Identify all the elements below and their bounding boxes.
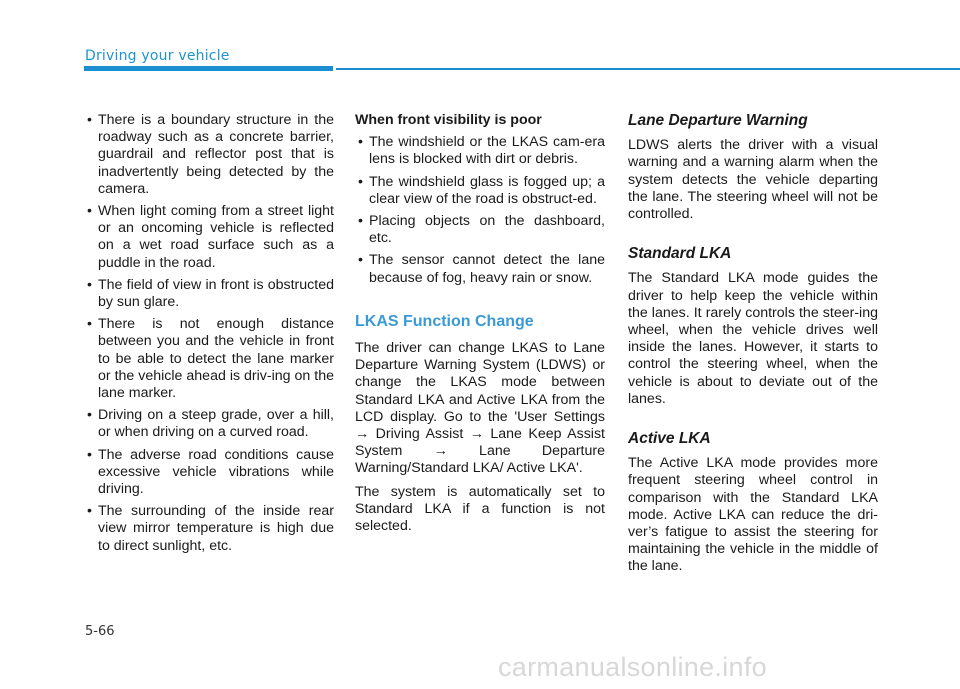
standard-lka-heading: Standard LKA <box>628 245 732 263</box>
list-item <box>84 316 334 402</box>
list-item <box>355 174 605 208</box>
header-rule-thick <box>84 66 333 71</box>
column-2 <box>355 112 605 541</box>
list-item-text: The windshield glass is fogged up; a clear view of the road is obstruct-ed. <box>369 173 605 207</box>
active-lka-heading: Active LKA <box>628 430 711 448</box>
list-item <box>355 252 605 286</box>
bullet-dot: • <box>87 316 92 333</box>
header-rule-thin <box>336 68 960 70</box>
list-item-text: There is not enough distance between you and the vehicle in front to be able to detect the lane marker or the vehicle ahead is driv-ing on the lane marker. <box>98 316 334 402</box>
list-item-text: When light coming from a street light or an oncoming vehicle is reflected on a wet road surface such as a puddle in the road. <box>98 203 334 271</box>
bullet-dot: • <box>87 446 92 463</box>
bullet-dot: • <box>358 213 363 230</box>
default-setting-paragraph: The system is automatically set to Standard LKA if a function is not selected. <box>355 483 605 535</box>
list-item-text: The field of view in front is obstructed by sun glare. <box>98 276 334 311</box>
watermark: carmanualsonline.info <box>498 652 767 682</box>
list-item <box>84 447 334 499</box>
column-3 <box>628 112 878 582</box>
list-item <box>355 213 605 247</box>
bullet-dot: • <box>358 173 363 190</box>
lkas-function-change-heading: LKAS Function Change <box>355 312 534 330</box>
list-item-text: The windshield or the LKAS cam-era lens is blocked with dirt or debris. <box>369 134 605 168</box>
bullet-dot: • <box>358 134 363 151</box>
active-lka-text: The Active LKA mode provides more frequent steering wheel control in comparison with the Standard LKA mode. Active LKA can reduce the dri-ver’s fatigue to assist the steering for maintaining the vehicle in the middle of the lane. <box>628 455 878 575</box>
bullet-dot: • <box>358 252 363 269</box>
list-item <box>84 503 334 555</box>
page-number: 5-66 <box>85 624 115 639</box>
list-item-text: Placing objects on the dashboard, etc. <box>369 213 605 247</box>
bullet-dot: • <box>87 407 92 424</box>
list-item-text: The adverse road conditions cause excessive vehicle vibrations while driving. <box>98 446 334 498</box>
list-item <box>84 112 334 198</box>
lane-departure-warning-text: LDWS alerts the driver with a visual warning and a warning alarm when the system detects the vehicle departing the lane. The steering wheel will not be controlled. <box>628 137 878 223</box>
list-item-text: There is a boundary structure in the roadway such as a concrete barrier, guardrail and reflector post that is inadvertently being detected by the camera. <box>98 112 334 197</box>
bullet-dot: • <box>87 203 92 220</box>
list-item-text: The surrounding of the inside rear view mirror temperature is high due to direct sunlight, etc. <box>98 503 334 554</box>
list-item-text: The sensor cannot detect the lane because of fog, heavy rain or snow. <box>369 252 605 286</box>
function-change-paragraph: The driver can change LKAS to Lane Departure Warning System (LDWS) or change the LKAS mode between Standard LKA and Active LKA from the LCD display. Go to the 'User Settings → Driving Assist → Lane Keep Assist System → Lane Departure Warning/Standard LKA/ Active LKA'. <box>355 340 605 477</box>
list-item <box>84 407 334 441</box>
bullet-dot: • <box>87 276 92 293</box>
visibility-subheading: When front visibility is poor <box>355 112 542 128</box>
column-1 <box>84 112 334 560</box>
bullet-dot: • <box>87 503 92 520</box>
section-header: Driving your vehicle <box>85 48 230 64</box>
lane-departure-warning-heading: Lane Departure Warning <box>628 112 808 129</box>
bullet-dot: • <box>87 112 92 128</box>
standard-lka-text: The Standard LKA mode guides the driver to help keep the vehicle within the lanes. It rarely controls the steer-ing wheel, when the vehicle drives well inside the lanes. However, it starts to control the steering wheel, when the vehicle is about to deviate out of the lanes. <box>628 270 878 407</box>
list-item <box>355 134 605 168</box>
list-item <box>84 203 334 272</box>
list-item-text: Driving on a steep grade, over a hill, or when driving on a curved road. <box>98 407 334 441</box>
list-item <box>84 277 334 311</box>
visibility-list <box>355 134 605 287</box>
conditions-list <box>84 112 334 555</box>
